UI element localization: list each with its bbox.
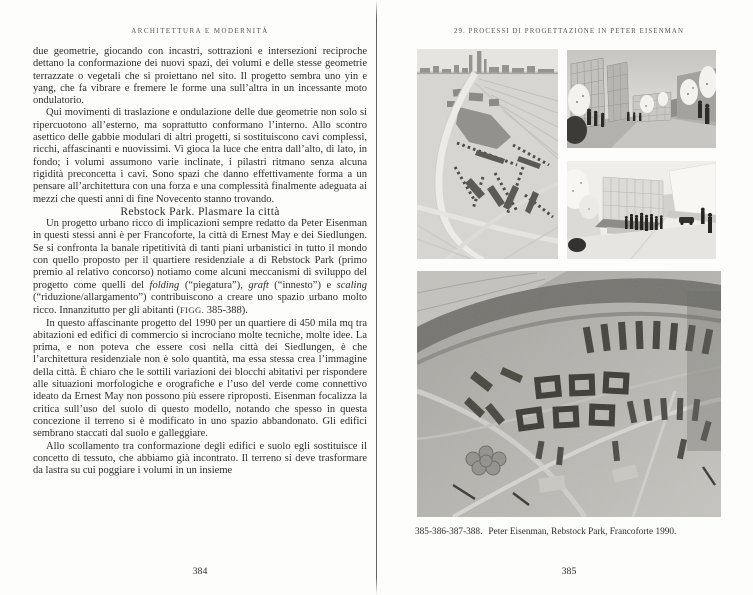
running-head-right: 29. PROCESSI DI PROGETTAZIONE IN PETER EISENMAN [453,28,685,35]
text-segment-smallcaps: FIGG. [179,305,205,316]
section-heading: Rebstock Park. Plasmare la città [120,204,280,218]
text-segment: Un progetto urbano ricco di implicazioni sempre redatto da Peter Eisenman in questi stessi anni è per Francoforte, la città di Ernest May e dei Siedlungen. Se si confronta la banale ripetitività di tanti piani urbanistici in tutto il mondo con quello proposto per il quartiere residenziale a di Rebstock Park (primo premio al relativo concorso) notiamo come alcuni meccanismi di sviluppo del progetto come quelli del [33,218,367,291]
body-text-column [33,46,367,477]
caption-text: Peter Eisenman, Rebstock Park, Francoforte 1990. [488,527,677,537]
page-number-left: 384 [192,566,208,577]
text-segment: (“innesto”) e [268,279,337,291]
text-segment: (“piegatura”), [179,279,249,291]
figure-385-aerial-drawing [417,49,558,259]
page-number-right: 385 [561,566,577,577]
text-segment-italic: folding [149,279,180,291]
text-segment: 385-388). [204,305,248,317]
text-segment-italic: graft [248,279,269,291]
caption-figure-numbers: 385-386-387-388. [415,527,483,537]
paragraph [33,218,367,317]
running-head-left: ARCHITETTURA E MODERNITÀ [131,28,269,35]
text-segment-italic: scaling [336,279,367,291]
page-384 [0,0,376,595]
text-segment: (“riduzione/allargamento”) contribuiscono a creare uno spazio urbano molto ricco. Innanzitutto per gli abitanti ( [33,291,367,317]
figure-387-plaza-rendering [567,161,716,259]
figure-388-model-photo [417,271,721,517]
paragraph: due geometrie, giocando con incastri, sottrazioni e intersezioni reciproche dettano la conformazione dei nuovi spazi, dei volumi e delle stesse geometrie terrazzate o vegetali che si proiettano nel sito. Il progetto sembra uno yin e yang, che fa vibrare e fremere le forme una sull’altra in un incessante moto ondulatorio. [33,46,367,107]
figure-386-street-rendering [567,50,716,148]
paragraph: In questo affascinante progetto del 1990 per un quartiere di 450 mila mq tra abitazioni ed edifici di commercio si incrociano molte tecniche, molte idee. La prima, e non poteva che essere così nella città dei Siedlungen, è che l’architettura residenziale non è solo quantità, ma essa stessa crea l’immagine della città. È chiaro che le sottili variazioni dei blocchi abitativi per rispondere alle situazioni morfologiche e orografiche e l’uso del verde come connettivo ideato da Ernest May non possono più essere riproposti. Eisenman focalizza la critica sull’uso del suolo di questo modello, notando che spesso in questa concezione il terreno si è modificato in uno spazio abbandonato. Gli edifici sembrano staccati dal suolo e galleggiare. [33,317,367,440]
page-385 [377,0,753,595]
figure-caption [415,527,721,537]
paragraph: Qui movimenti di traslazione e ondulazione delle due geometrie non solo si ripercuotono all’esterno, ma soprattutto conformano l’interno. Allo scontro asettico delle gabbie modulari di altri progetti, si sostituiscono cavi complessi, ricchi, affascinanti e nuovissimi. Vi gioca la luce che entra dall’alto, di lato, in fondo; i volumi assumono varie inclinate, i pilastri ritmano senza alcuna rigidità preconcetta i cavi. Sono spazi che danno effettivamente forma a un pensare all’architettura con una forza e una complessità finalmente adeguata ai mezzi che questi anni di fine Novecento stanno trovando. [33,107,367,205]
paragraph: Allo scollamento tra conformazione degli edifici e suolo egli sostituisce il concetto di tessuto, che abbiamo già incontrato. Il terreno si deve trasformare da lastra su cui poggiare i volumi in un insieme [33,440,367,477]
